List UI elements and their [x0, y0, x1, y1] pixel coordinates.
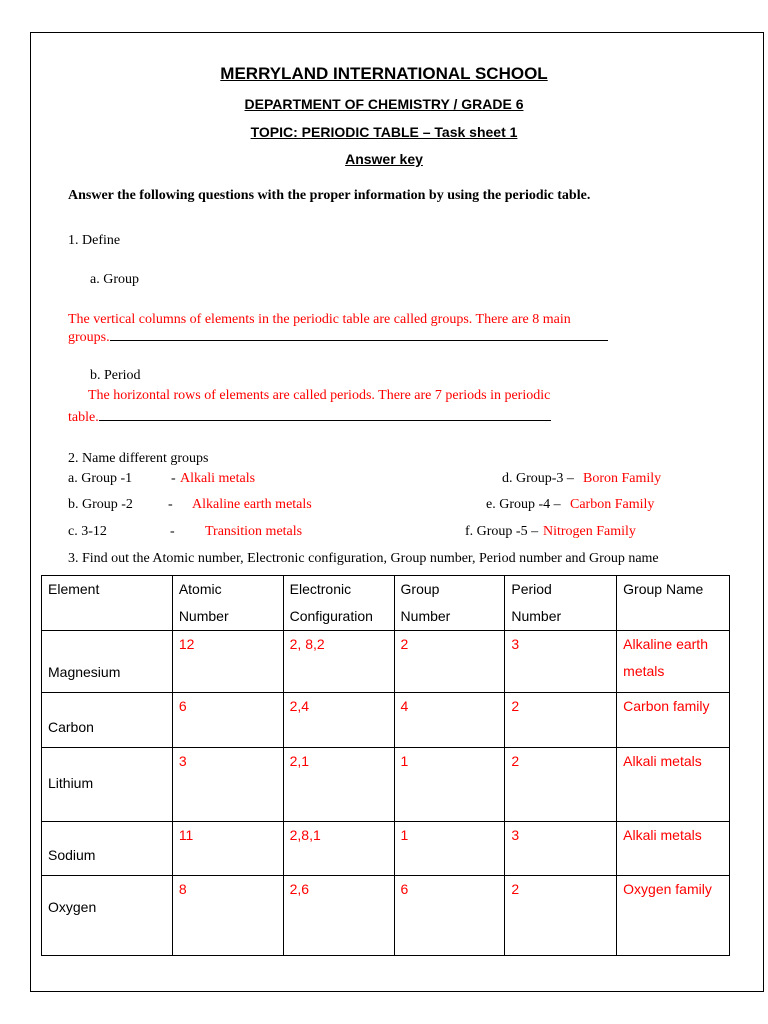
- table-row: [42, 876, 730, 956]
- cell-configuration: 2, 8,2: [283, 631, 394, 693]
- q2-c-answer: Transition metals: [205, 524, 303, 539]
- cell-group-name: Alkali metals: [617, 822, 730, 876]
- header-text: Atomic: [178, 581, 222, 597]
- table-row: [42, 822, 730, 876]
- q1-a-answer-text: groups.: [68, 330, 110, 345]
- q2-b-label: b. Group -2: [68, 497, 133, 512]
- header-group-name: [617, 576, 730, 631]
- q1-title: 1. Define: [68, 233, 121, 248]
- answer-key-title: Answer key: [345, 151, 423, 167]
- q1-a-label: a. Group: [90, 272, 139, 287]
- cell-period-number: 3: [505, 822, 617, 876]
- q2-f-label: f. Group -5 –: [465, 524, 539, 539]
- header-text: Group Name: [623, 581, 704, 597]
- q1-a-answer-line2: [68, 330, 608, 346]
- q1-b-answer-line1: The horizontal rows of elements are called periods. There are 7 periods in periodic: [88, 388, 551, 403]
- cell-element: Carbon: [42, 693, 173, 748]
- header-text: Group: [400, 581, 440, 597]
- q2-a-dash: -: [171, 471, 176, 486]
- cell-element: Lithium: [42, 748, 173, 822]
- q2-f-answer: Nitrogen Family: [543, 524, 636, 539]
- q2-a-answer: Alkali metals: [180, 471, 256, 486]
- table-row: [42, 631, 730, 693]
- cell-element: Oxygen: [42, 876, 173, 956]
- q2-e-label: e. Group -4 –: [486, 497, 561, 512]
- answer-blank-line: [99, 419, 551, 421]
- cell-period-number: 3: [505, 631, 617, 693]
- school-title: MERRYLAND INTERNATIONAL SCHOOL: [220, 64, 548, 83]
- header-text: Configuration: [289, 608, 373, 624]
- cell-group-number: 1: [394, 748, 505, 822]
- instruction: Answer the following questions with the proper information by using the periodic table.: [68, 188, 591, 203]
- cell-configuration: 2,4: [283, 693, 394, 748]
- header-text: Period: [511, 581, 552, 597]
- cell-atomic-number: 12: [172, 631, 283, 693]
- cell-group-number: 4: [394, 693, 505, 748]
- table-row: [42, 748, 730, 822]
- cell-group-number: 6: [394, 876, 505, 956]
- q1-a-answer-line1: The vertical columns of elements in the periodic table are called groups. There are 8 main: [68, 312, 571, 327]
- cell-period-number: 2: [505, 693, 617, 748]
- cell-group-name: Alkaline earth metals: [617, 631, 730, 693]
- cell-atomic-number: 3: [172, 748, 283, 822]
- header-element: [42, 576, 173, 631]
- header-group-number: [394, 576, 505, 631]
- cell-configuration: 2,6: [283, 876, 394, 956]
- q2-c-dash: -: [170, 524, 175, 539]
- q2-d-label: d. Group-3 –: [502, 471, 574, 486]
- header-atomic-number: [172, 576, 283, 631]
- q1-b-label: b. Period: [90, 368, 141, 383]
- cell-element: Sodium: [42, 822, 173, 876]
- header-text: Electronic: [289, 581, 352, 597]
- cell-atomic-number: 6: [172, 693, 283, 748]
- q2-title: 2. Name different groups: [68, 451, 209, 466]
- header-text: Number: [178, 608, 229, 624]
- cell-group-name: Alkali metals: [617, 748, 730, 822]
- q1-b-answer-line2: [68, 410, 551, 426]
- cell-configuration: 2,8,1: [283, 822, 394, 876]
- answer-blank-line: [110, 339, 608, 341]
- cell-configuration: 2,1: [283, 748, 394, 822]
- q2-d-answer: Boron Family: [583, 471, 662, 486]
- cell-group-number: 2: [394, 631, 505, 693]
- element-table: [41, 575, 730, 956]
- q2-e-answer: Carbon Family: [570, 497, 655, 512]
- header-electronic-configuration: [283, 576, 394, 631]
- cell-atomic-number: 8: [172, 876, 283, 956]
- q2-a-label: a. Group -1: [68, 471, 133, 486]
- header-period-number: [505, 576, 617, 631]
- header-text: Element: [48, 581, 100, 597]
- q2-b-dash: -: [168, 497, 173, 512]
- q2-b-answer: Alkaline earth metals: [192, 497, 312, 512]
- q3-title: 3. Find out the Atomic number, Electronic configuration, Group number, Period number and Group name: [68, 551, 659, 566]
- table-row: [42, 693, 730, 748]
- topic-title: TOPIC: PERIODIC TABLE – Task sheet 1: [250, 124, 518, 140]
- table-header-row: [42, 576, 730, 631]
- q1-b-answer-text: table.: [68, 410, 99, 425]
- cell-group-name: Carbon family: [617, 693, 730, 748]
- cell-period-number: 2: [505, 876, 617, 956]
- header-text: Number: [400, 608, 451, 624]
- header-text: Number: [511, 608, 562, 624]
- q2-c-label: c. 3-12: [68, 524, 107, 539]
- cell-group-number: 1: [394, 822, 505, 876]
- department-title: DEPARTMENT OF CHEMISTRY / GRADE 6: [244, 96, 524, 112]
- cell-period-number: 2: [505, 748, 617, 822]
- cell-group-name: Oxygen family: [617, 876, 730, 956]
- cell-element: Magnesium: [42, 631, 173, 693]
- cell-atomic-number: 11: [172, 822, 283, 876]
